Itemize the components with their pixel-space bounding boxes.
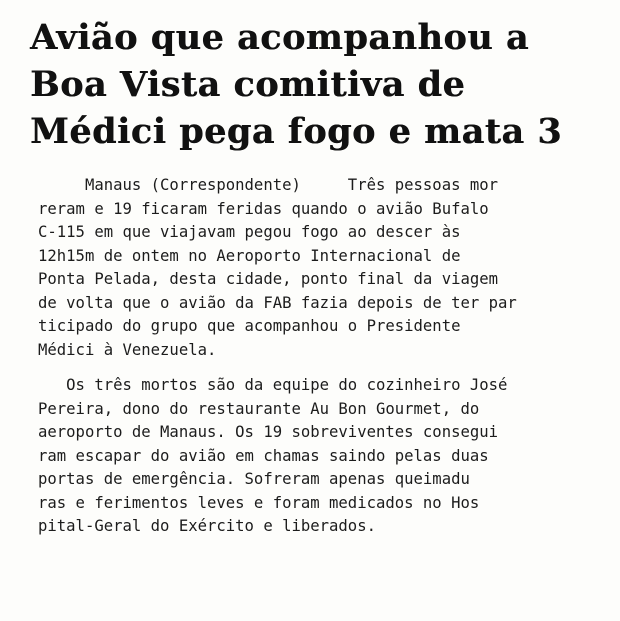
headline-line: Avião que acompanhou a (30, 17, 530, 58)
paragraph-spacer (38, 362, 582, 374)
article-line: C-115 em que viajavam pegou fogo ao descer às (38, 223, 461, 241)
article-line: ras e ferimentos leves e foram medicados no Hos (38, 493, 480, 512)
article-line: Pereira, dono do restaurante Au Bon Gourmet, do (38, 399, 480, 418)
article-line: de volta que o avião da FAB fazia depois de ter par (38, 293, 517, 312)
article-line: Médici à Venezuela. (38, 340, 217, 359)
article-line: ticipado do grupo que acompanhou o Presidente (38, 317, 461, 335)
article-line: portas de emergência. Sofreram apenas queimadu (38, 470, 470, 488)
article-line: aeroporto de Manaus. Os 19 sobreviventes consegui (38, 423, 499, 441)
headline-line: Médici pega fogo e mata 3 (30, 111, 563, 152)
headline-line: Boa Vista comitiva de (30, 64, 466, 105)
article-paragraph (38, 374, 582, 539)
headline (30, 14, 590, 155)
article-line: reram e 19 ficaram feridas quando o avião Bufalo (38, 199, 489, 218)
article-line: Manaus (Correspondente) Três pessoas mor (38, 176, 499, 194)
article-line: 12h15m de ontem no Aeroporto Internacional de (38, 246, 461, 265)
article-body (38, 174, 582, 539)
article-line: Ponta Pelada, desta cidade, ponto final da viagem (38, 270, 499, 288)
article-line: ram escapar do avião em chamas saindo pelas duas (38, 446, 489, 465)
article-line: pital-Geral do Exército e liberados. (38, 517, 376, 535)
article-line: Os três mortos são da equipe do cozinheiro José (38, 376, 508, 394)
article-paragraph (38, 174, 582, 362)
